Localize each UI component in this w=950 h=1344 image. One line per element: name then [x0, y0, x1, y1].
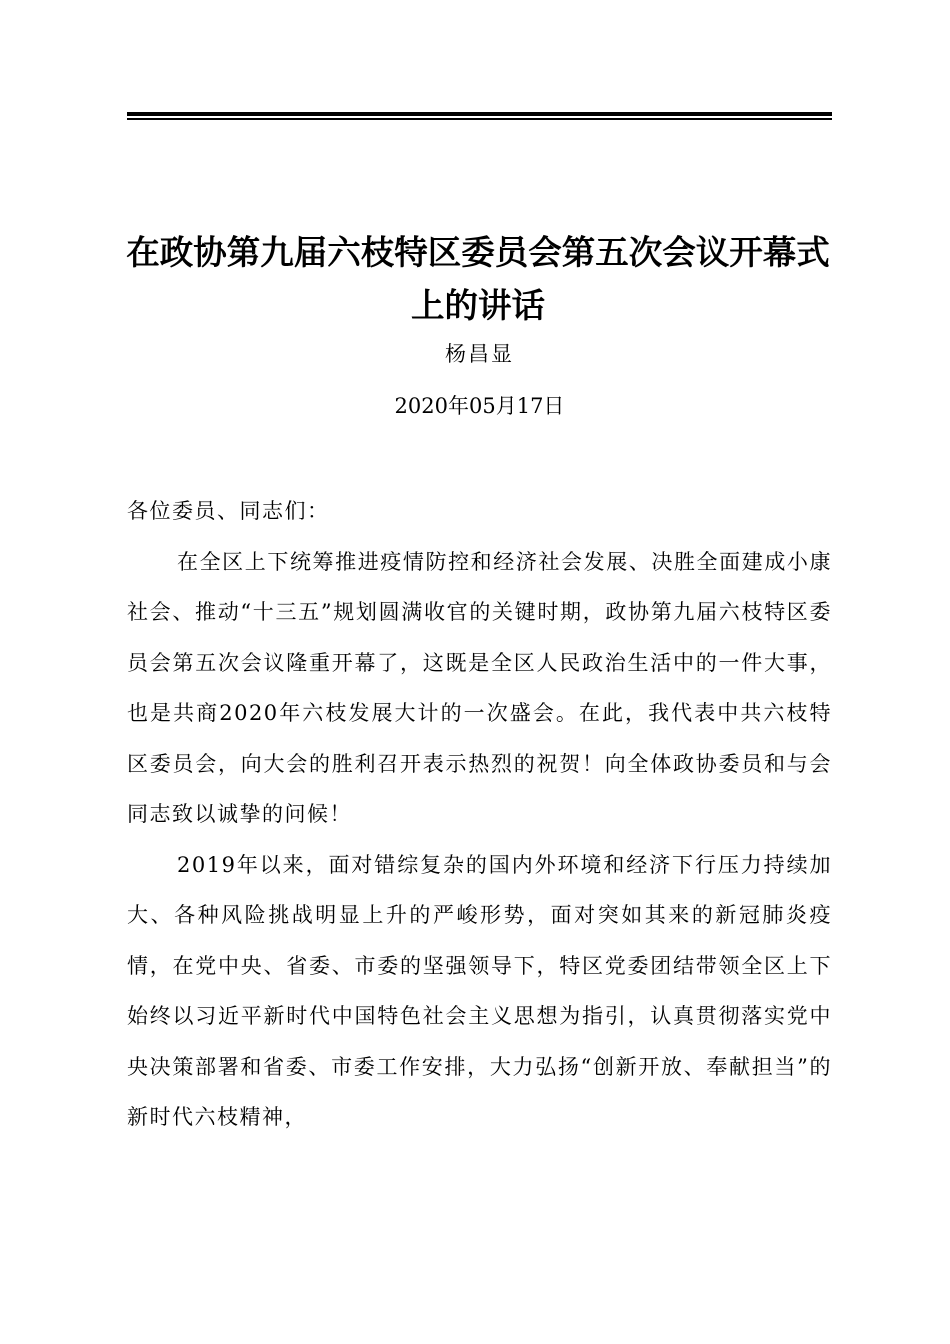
salutation: 各位委员、同志们： [127, 499, 330, 523]
header-rule-thick [127, 112, 832, 116]
speech-date: 2020年05月17日 [394, 394, 565, 418]
paragraph: 2019年以来，面对错综复杂的国内外环境和经济下行压力持续加大、各种风险挑战明显上升的严峻形势，面对突如其来的新冠肺炎疫情，在党中央、省委、市委的坚强领导下，特区党委团结带领全区上下始终以习近平新时代中国特色社会主义思想为指引，认真贯彻落实党中央决策部署和省委、市委工作安排，大力弘扬“创新开放、奉献担当”的新时代六枝精神， [127, 852, 832, 1129]
speech-body [127, 486, 832, 1143]
paragraph: 在全区上下统筹推进疫情防控和经济社会发展、决胜全面建成小康社会、推动“十三五”规划圆满收官的关键时期，政协第九届六枝特区委员会第五次会议隆重开幕了，这既是全区人民政治生活中的一件大事，也是共商2020年六枝发展大计的一次盛会。在此，我代表中共六枝特区委员会，向大会的胜利召开表示热烈的祝贺！向全体政协委员和与会同志致以诚挚的问候！ [127, 549, 832, 826]
header-rule-thin [127, 118, 832, 120]
document-title: 在政协第九届六枝特区委员会第五次会议开幕式上的讲话 [126, 233, 830, 325]
author-name: 杨昌显 [445, 342, 514, 366]
